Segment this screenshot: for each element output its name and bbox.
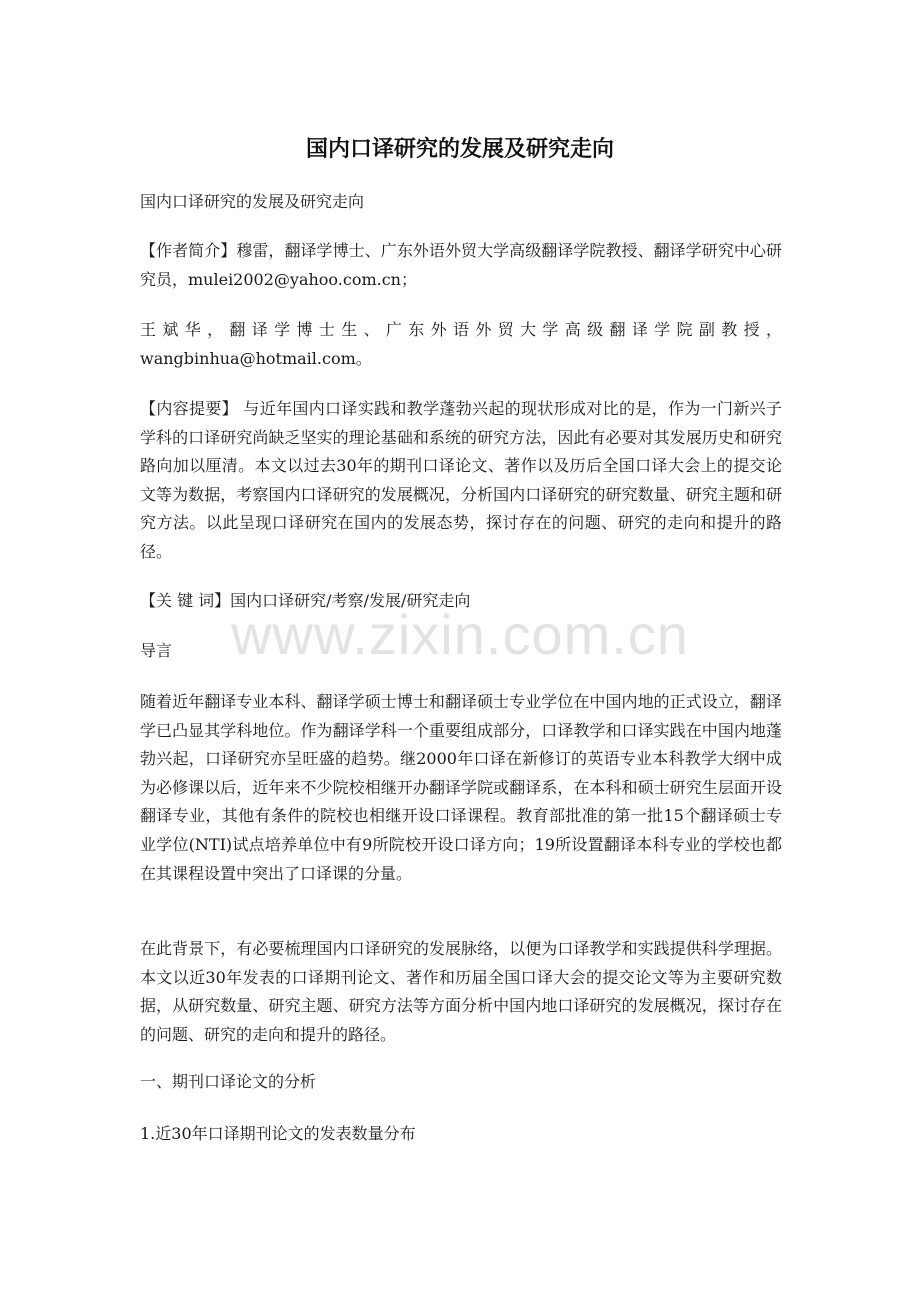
abstract: 【内容提要】 与近年国内口译实践和教学蓬勃兴起的现状形成对比的是，作为一门新兴子学科的口译研究尚缺乏坚实的理论基础和系统的研究方法，因此有必要对其发展历史和研究路向加以厘清。本文以过去30年的期刊口译论文、著作以及历后全国口译大会上的提交论文等为数据，考察国内口译研究的发展概况，分析国内口译研究的研究数量、研究主题和研究方法。以此呈现口译研究在国内的发展态势，探讨存在的问题、研究的走向和提升的路径。 (140, 399, 782, 561)
section-heading-1: 一、期刊口译论文的分析 (140, 1072, 317, 1091)
author-bio-2: 王斌华，翻译学博士生、广东外语外贸大学高级翻译学院副教授，wangbinhua@hotmail.com。 (140, 320, 782, 368)
document-title: 国内口译研究的发展及研究走向 (305, 136, 614, 162)
body-paragraph-2: 在此背景下，有必要梳理国内口译研究的发展脉络，以便为口译教学和实践提供科学理据。本文以近30年发表的口译期刊论文、著作和历届全国口译大会的提交论文等为主要研究数据，从研究数量、研究主题、研究方法等方面分析中国内地口译研究的发展概况，探讨存在的问题、研究的走向和提升的路径。 (140, 939, 782, 1044)
subsection-heading-1: 1.近30年口译期刊论文的发表数量分布 (140, 1124, 416, 1143)
author-bio-1: 【作者简介】穆雷，翻译学博士、广东外语外贸大学高级翻译学院教授、翻译学研究中心研究员，mulei2002@yahoo.com.cn； (140, 241, 782, 289)
body-paragraph-1: 随着近年翻译专业本科、翻译学硕士博士和翻译硕士专业学位在中国内地的正式设立，翻译学已凸显其学科地位。作为翻译学科一个重要组成部分，口译教学和口译实践在中国内地蓬勃兴起，口译研究亦呈旺盛的趋势。继2000年口译在新修订的英语专业本科教学大纲中成为必修课以后，近年来不少院校相继开办翻译学院或翻译系，在本科和硕士研究生层面开设翻译专业，其他有条件的院校也相继开设口译课程。教育部批准的第一批15个翻译硕士专业学位(NTI)试点培养单位中有9所院校开设口译方向；19所设置翻译本科专业的学校也都在其课程设置中突出了口译课的分量。 (140, 692, 782, 883)
intro-heading: 导言 (140, 641, 173, 660)
keywords: 【关 键 词】国内口译研究/考察/发展/研究走向 (140, 591, 471, 610)
subtitle: 国内口译研究的发展及研究走向 (140, 192, 365, 211)
watermark: www.zixin.com.cn (231, 603, 689, 666)
